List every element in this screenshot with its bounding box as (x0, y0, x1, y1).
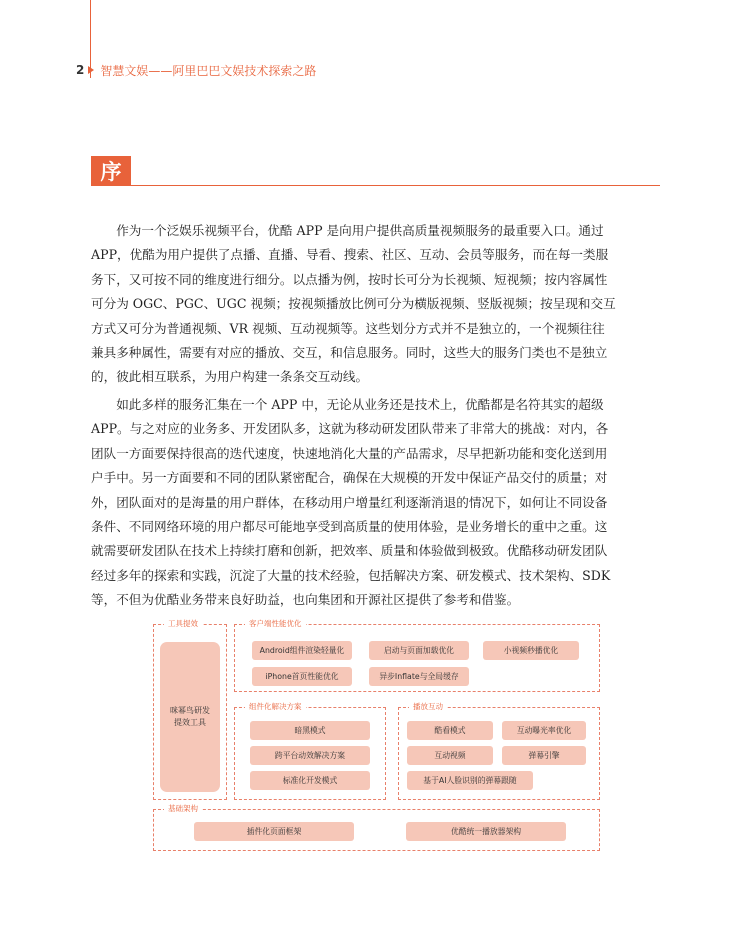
paragraph-line: 务下，又可按不同的维度进行细分。以点播为例，按时长可分为长视频、短视频；按内容属性 (91, 271, 608, 287)
paragraph-line: APP。与之对应的业务多、开发团队多，这就为移动研发团队带来了非常大的挑战：对内，各 (91, 421, 609, 437)
architecture-diagram (148, 619, 604, 855)
paragraph-line: 外，团队面对的是海量的用户群体，在移动用户增量红利逐渐消退的情况下，如何让不同设备 (91, 494, 608, 510)
group-label: 组件化解决方案 (245, 701, 306, 713)
paragraph-line: 如此多样的服务汇集在一个 APP 中，无论从业务还是技术上，优酷都是名符其实的超级 (91, 397, 604, 412)
paragraph-line: 就需要研发团队在技术上持续打磨和创新，把效率、质量和体验做到极致。优酷移动研发团队 (91, 543, 608, 559)
playback-item: 互动曝光率优化 (502, 721, 586, 740)
paragraph-2 (91, 393, 663, 613)
perf-item: Android组件渲染轻量化 (252, 641, 352, 660)
triangle-marker-icon (88, 66, 94, 74)
group-label: 工具提效 (164, 618, 202, 630)
page-number: 2 (76, 63, 85, 77)
playback-item: 互动视频 (407, 746, 493, 765)
playback-item: 弹幕引擎 (502, 746, 586, 765)
group-component (234, 702, 386, 800)
perf-item: 小视频秒播优化 (483, 641, 579, 660)
group-client-perf (234, 619, 600, 692)
component-item: 暗黑模式 (250, 721, 370, 740)
tool-item-line: 咪幂鸟研发 (170, 706, 210, 715)
paragraph-1 (91, 219, 663, 390)
group-base (153, 804, 600, 851)
base-item: 插件化页面框架 (194, 822, 354, 841)
playback-item: 基于AI人脸识别的弹幕跟随 (407, 771, 533, 790)
section-title: 序 (91, 156, 131, 186)
playback-item: 酷看模式 (407, 721, 493, 740)
group-tools (153, 619, 227, 800)
component-item: 标准化开发模式 (250, 771, 370, 790)
paragraph-line: 兼具多种属性，需要有对应的播放、交互，和信息服务。同时，这些大的服务门类也不是独立 (91, 345, 608, 361)
component-item: 跨平台动效解决方案 (250, 746, 370, 765)
section-divider (131, 185, 660, 186)
paragraph-line: APP，优酷为用户提供了点播、直播、导看、搜索、社区、互动、会员等服务，而在每一类服 (91, 247, 609, 263)
paragraph-line: 作为一个泛娱乐视频平台，优酷 APP 是向用户提供高质量视频服务的最重要入口。通过 (91, 223, 604, 238)
paragraph-line: 的，彼此相互联系，为用户构建一条条交互动线。 (91, 369, 369, 385)
paragraph-line: 可分为 OGC、PGC、UGC 视频；按视频播放比例可分为横版视频、竖版视频；按呈现和交互 (91, 296, 616, 312)
group-playback (398, 702, 600, 800)
paragraph-line: 条件、不同网络环境的用户都尽可能地享受到高质量的使用体验，是业务增长的重中之重。这 (91, 519, 608, 535)
paragraph-line: 团队一方面要保持很高的迭代速度，快速地消化大量的产品需求，尽早把新功能和变化送到用 (91, 445, 608, 461)
paragraph-line: 方式又可分为普通视频、VR 视频、互动视频等。这些划分方式并不是独立的，一个视频往往 (91, 320, 605, 336)
tool-item-line: 提效工具 (174, 718, 206, 727)
paragraph-line: 户手中。另一方面要和不同的团队紧密配合，确保在大规模的开发中保证产品交付的质量；对 (91, 470, 608, 486)
tool-item (160, 642, 220, 792)
running-header (76, 62, 316, 78)
paragraph-line: 等，不但为优酷业务带来良好助益，也向集团和开源社区提供了参考和借鉴。 (91, 592, 520, 608)
group-label: 播放互动 (409, 701, 447, 713)
group-label: 客户端性能优化 (245, 618, 306, 630)
book-title: 智慧文娱——阿里巴巴文娱技术探索之路 (100, 63, 317, 78)
perf-item: 异步Inflate与全局缓存 (369, 667, 469, 686)
paragraph-line: 经过多年的探索和实践，沉淀了大量的技术经验，包括解决方案、研发模式、技术架构、SDK (91, 567, 611, 583)
group-label: 基础架构 (164, 803, 202, 815)
perf-item: 启动与页面加载优化 (369, 641, 469, 660)
base-item: 优酷统一播放器架构 (406, 822, 566, 841)
perf-item: iPhone首页性能优化 (252, 667, 352, 686)
